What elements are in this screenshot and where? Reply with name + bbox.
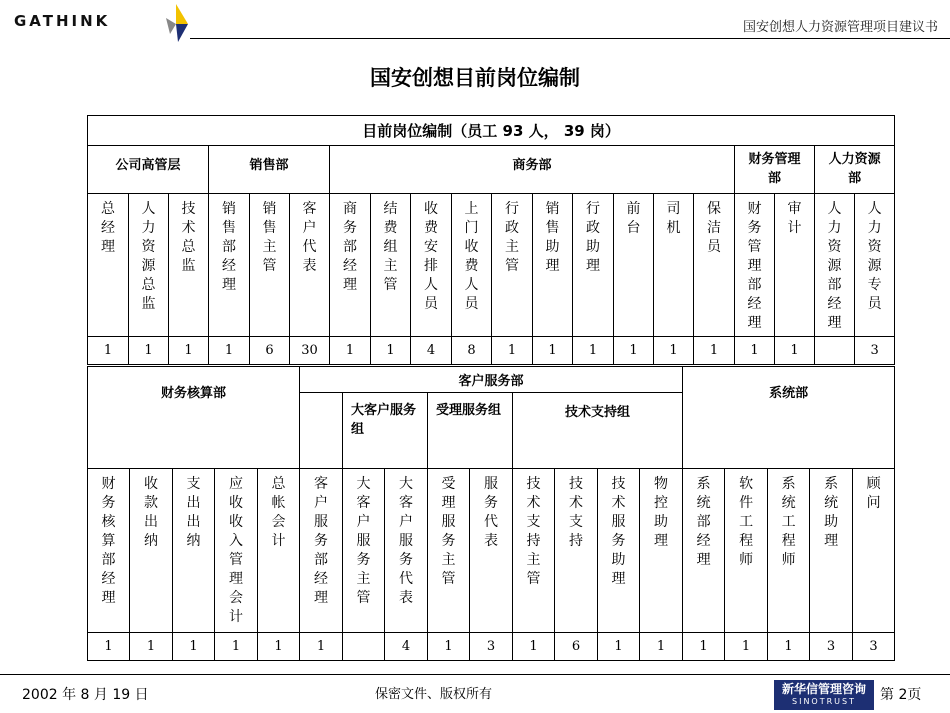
page-title: 国安创想目前岗位编制 bbox=[370, 66, 580, 90]
brand-en: SINOTRUST bbox=[792, 697, 856, 706]
count-cell: 3 bbox=[855, 337, 895, 365]
position-cell: 服务代表 bbox=[470, 469, 513, 633]
count-cell: 1 bbox=[492, 337, 533, 365]
count-cell: 1 bbox=[209, 337, 250, 365]
count-cell bbox=[343, 633, 385, 661]
position-cell: 人力资源总监 bbox=[129, 194, 169, 337]
count-cell: 1 bbox=[130, 633, 173, 661]
position-cell: 财务管理部经理 bbox=[735, 194, 775, 337]
position-cell: 司机 bbox=[654, 194, 694, 337]
dept-header: 商务部 bbox=[330, 146, 735, 194]
position-cell: 软件工程师 bbox=[725, 469, 768, 633]
count-cell: 8 bbox=[452, 337, 492, 365]
count-cell: 1 bbox=[735, 337, 775, 365]
logo-mark-icon bbox=[162, 4, 192, 42]
position-table-2 bbox=[87, 366, 895, 661]
dept-header: 人力资源部 bbox=[815, 146, 895, 194]
count-cell: 3 bbox=[810, 633, 853, 661]
count-cell: 6 bbox=[250, 337, 290, 365]
count-cell: 1 bbox=[768, 633, 810, 661]
position-cell: 销售助理 bbox=[533, 194, 573, 337]
position-cell: 行政主管 bbox=[492, 194, 533, 337]
position-cell: 大客户服务代表 bbox=[385, 469, 428, 633]
count-cell: 1 bbox=[640, 633, 683, 661]
position-cell: 行政助理 bbox=[573, 194, 614, 337]
sinotrust-logo bbox=[774, 680, 874, 710]
count-cell: 4 bbox=[385, 633, 428, 661]
position-cell: 物控助理 bbox=[640, 469, 683, 633]
count-cell bbox=[815, 337, 855, 365]
position-cell: 系统部经理 bbox=[683, 469, 725, 633]
count-cell: 1 bbox=[533, 337, 573, 365]
position-cell: 人力资源部经理 bbox=[815, 194, 855, 337]
page-number: 第 2页 bbox=[880, 687, 922, 703]
position-cell: 销售部经理 bbox=[209, 194, 250, 337]
gathink-logo bbox=[14, 8, 189, 38]
count-cell: 1 bbox=[215, 633, 258, 661]
position-cell: 支出出纳 bbox=[173, 469, 215, 633]
count-cell: 6 bbox=[555, 633, 598, 661]
dept-header: 财务管理部 bbox=[735, 146, 815, 194]
count-cell: 1 bbox=[88, 337, 129, 365]
logo-text: GATHINK bbox=[14, 12, 111, 30]
count-cell: 3 bbox=[470, 633, 513, 661]
count-cell: 1 bbox=[371, 337, 411, 365]
position-table-1 bbox=[87, 115, 895, 365]
count-cell: 1 bbox=[598, 633, 640, 661]
position-cell: 总经理 bbox=[88, 194, 129, 337]
brand-cn: 新华信管理咨询 bbox=[781, 682, 866, 696]
footer-date: 2002 年 8 月 19 日 bbox=[22, 687, 149, 703]
position-cell: 系统工程师 bbox=[768, 469, 810, 633]
document-title: 国安创想人力资源管理项目建议书 bbox=[742, 20, 938, 35]
count-cell: 1 bbox=[300, 633, 343, 661]
position-cell: 顾问 bbox=[853, 469, 895, 633]
position-cell: 系统助理 bbox=[810, 469, 853, 633]
position-cell: 客户代表 bbox=[290, 194, 330, 337]
position-cell: 技术总监 bbox=[169, 194, 209, 337]
position-cell: 总帐会计 bbox=[258, 469, 300, 633]
position-cell: 技术支持主管 bbox=[513, 469, 555, 633]
position-cell: 技术支持 bbox=[555, 469, 598, 633]
dept-header: 客户服务部 bbox=[300, 367, 683, 393]
dept-header: 系统部 bbox=[683, 367, 895, 469]
count-cell: 1 bbox=[129, 337, 169, 365]
count-cell: 1 bbox=[88, 633, 130, 661]
count-cell: 1 bbox=[725, 633, 768, 661]
count-cell: 1 bbox=[428, 633, 470, 661]
count-cell: 3 bbox=[853, 633, 895, 661]
position-cell: 技术服务助理 bbox=[598, 469, 640, 633]
position-cell: 商务部经理 bbox=[330, 194, 371, 337]
position-cell: 审计 bbox=[775, 194, 815, 337]
empty-cell bbox=[300, 393, 343, 469]
position-cell: 销售主管 bbox=[250, 194, 290, 337]
dept-header: 财务核算部 bbox=[88, 367, 300, 469]
position-cell: 财务核算部经理 bbox=[88, 469, 130, 633]
group-header: 大客户服务组 bbox=[343, 393, 428, 469]
count-cell: 1 bbox=[258, 633, 300, 661]
position-cell: 结费组主管 bbox=[371, 194, 411, 337]
count-cell: 1 bbox=[513, 633, 555, 661]
count-cell: 1 bbox=[654, 337, 694, 365]
group-header: 技术支持组 bbox=[513, 393, 683, 469]
table-caption: 目前岗位编制（员工 93 人， 39 岗） bbox=[88, 116, 895, 146]
header-divider bbox=[190, 38, 950, 39]
footer-confidential: 保密文件、版权所有 bbox=[375, 687, 493, 702]
group-header: 受理服务组 bbox=[428, 393, 513, 469]
footer-divider bbox=[0, 674, 950, 675]
count-cell: 1 bbox=[169, 337, 209, 365]
position-cell: 上门收费人员 bbox=[452, 194, 492, 337]
dept-header: 销售部 bbox=[209, 146, 330, 194]
count-cell: 1 bbox=[683, 633, 725, 661]
position-cell: 收费安排人员 bbox=[411, 194, 452, 337]
count-cell: 4 bbox=[411, 337, 452, 365]
position-cell: 大客户服务主管 bbox=[343, 469, 385, 633]
count-cell: 1 bbox=[614, 337, 654, 365]
count-cell: 1 bbox=[775, 337, 815, 365]
position-cell: 收款出纳 bbox=[130, 469, 173, 633]
count-cell: 1 bbox=[330, 337, 371, 365]
count-cell: 1 bbox=[573, 337, 614, 365]
count-cell: 30 bbox=[290, 337, 330, 365]
count-cell: 1 bbox=[173, 633, 215, 661]
position-cell: 应收收入管理会计 bbox=[215, 469, 258, 633]
position-cell: 客户服务部经理 bbox=[300, 469, 343, 633]
position-cell: 人力资源专员 bbox=[855, 194, 895, 337]
position-cell: 保洁员 bbox=[694, 194, 735, 337]
dept-header: 公司高管层 bbox=[88, 146, 209, 194]
position-cell: 前台 bbox=[614, 194, 654, 337]
count-cell: 1 bbox=[694, 337, 735, 365]
position-cell: 受理服务主管 bbox=[428, 469, 470, 633]
